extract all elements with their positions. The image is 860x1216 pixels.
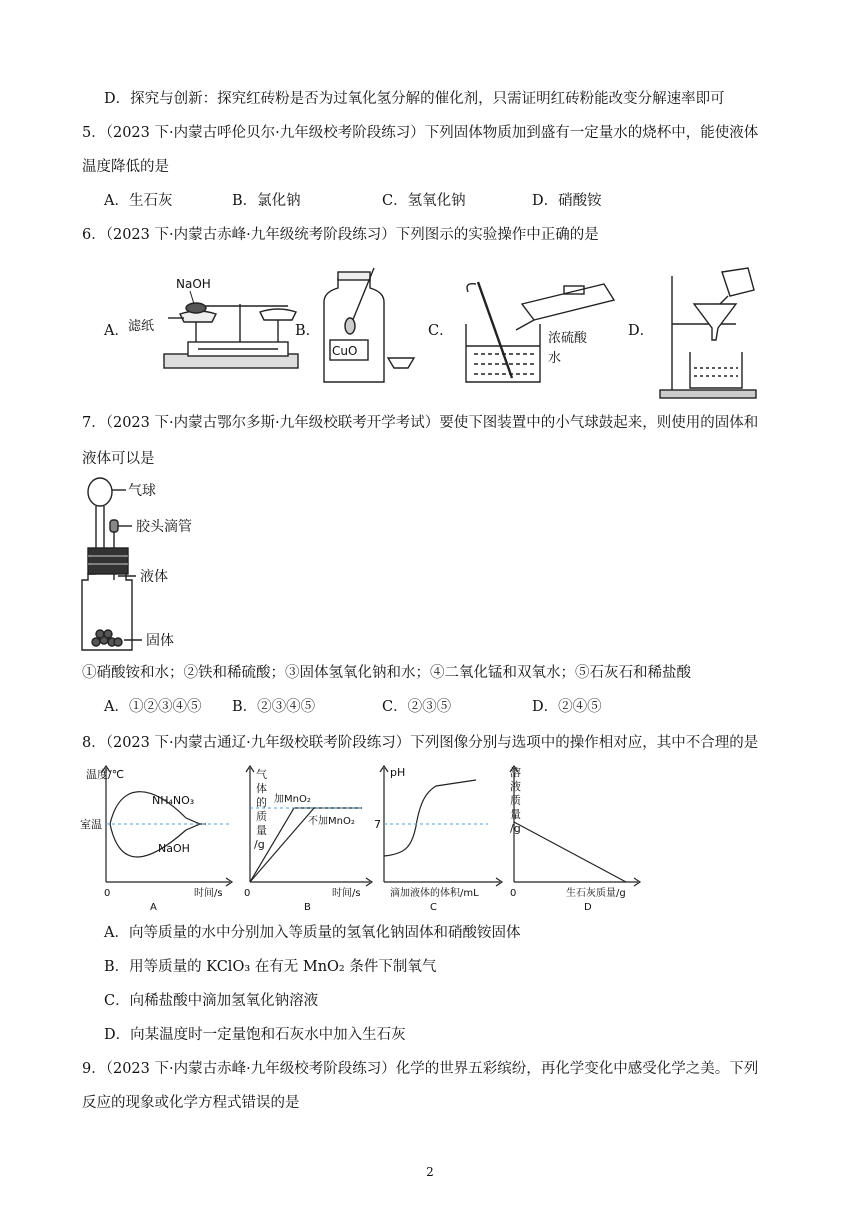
graph-d-origin: 0 [510, 888, 517, 899]
graph-b-caption: B [304, 902, 311, 913]
graph-d-ylabel-char: 质 [510, 794, 521, 807]
graph-b-ylabel-char: 量 [256, 824, 267, 837]
liquid-label: 液体 [140, 569, 168, 585]
q5-stem-line2: 温度降低的是 [82, 159, 169, 175]
graph-b-ylabel-char: 的 [256, 796, 267, 809]
page-number: 2 [426, 1165, 434, 1179]
filtration-figure [650, 262, 760, 402]
balance-figure [128, 268, 308, 380]
q6-stem: 6．（2023 下·内蒙古赤峰·九年级统考阶段练习）下列图示的实验操作中正确的是 [82, 227, 599, 243]
water-label: 水 [548, 351, 562, 366]
graph-c-seven: 7 [374, 818, 381, 831]
graph-a-origin: 0 [104, 888, 111, 899]
q7-option-c: C．②③⑤ [382, 699, 452, 715]
graph-a-ylabel: 温度/℃ [86, 768, 125, 781]
q8-option-c: C．向稀盐酸中滴加氢氧化钠溶液 [104, 993, 319, 1009]
graph-b-without-mno2: 不加MnO₂ [308, 816, 355, 827]
graph-c-xlabel: 滴加液体的体积/mL [390, 888, 479, 899]
graph-a-caption: A [150, 902, 157, 913]
graph-b-ylabel-char: /g [254, 838, 265, 851]
q5-option-c: C．氢氧化钠 [382, 193, 466, 209]
q7-option-a: A．①②③④⑤ [104, 699, 202, 715]
q7-stem-line1: 7．（2023 下·内蒙古鄂尔多斯·九年级校联考开学考试）要使下图装置中的小气球鼓起来，则使用的固体和 [82, 415, 759, 431]
q4-option-d: D．探究与创新：探究红砖粉是否为过氧化氢分解的催化剂，只需证明红砖粉能改变分解速率即可 [104, 91, 725, 107]
q9-stem-line1: 9．（2023 下·内蒙古赤峰·九年级校考阶段练习）化学的世界五彩缤纷，再化学变化中感受化学之美。下列 [82, 1061, 759, 1077]
graph-d-ylabel-char: 溶 [510, 766, 521, 779]
acid-label: 浓硫酸 [548, 331, 588, 346]
cuo-bottle-figure [318, 262, 428, 386]
q5-option-b: B．氯化钠 [232, 193, 301, 209]
q8-option-a: A．向等质量的水中分别加入等质量的氢氧化钠固体和硝酸铵固体 [104, 925, 521, 941]
graph-b-ylabel-char: 体 [256, 782, 267, 795]
balloon-apparatus-figure [78, 476, 238, 656]
graph-d-ylabel [510, 765, 521, 835]
q7-choices: ①硝酸铵和水；②铁和稀硫酸；③固体氢氧化钠和水；④二氧化锰和双氧水；⑤石灰石和稀盐酸 [82, 665, 691, 681]
graph-a-naoh: NaOH [158, 842, 190, 855]
graph-b-xlabel: 时间/s [332, 888, 361, 899]
balloon-label: 气球 [128, 483, 156, 499]
q6-letter-a: A． [104, 323, 129, 339]
graph-d [508, 762, 648, 914]
q8-option-d: D．向某温度时一定量饱和石灰水中加入生石灰 [104, 1027, 406, 1043]
graph-a-xlabel: 时间/s [194, 888, 223, 899]
graph-c [376, 762, 506, 914]
q8-option-b: B．用等质量的 KClO₃ 在有无 MnO₂ 条件下制氧气 [104, 959, 437, 975]
graph-b [240, 762, 375, 914]
graph-b-origin: 0 [244, 888, 251, 899]
graph-d-ylabel-char: 量 [510, 808, 521, 821]
q5-option-a: A．生石灰 [104, 193, 173, 209]
graph-b-with-mno2: 加MnO₂ [274, 794, 311, 805]
q6-letter-c: C． [428, 323, 454, 339]
dropper-label: 胶头滴管 [136, 519, 192, 535]
q8-stem: 8．（2023 下·内蒙古通辽·九年级校联考阶段练习）下列图像分别与选项中的操作相对应，其中不合理的是 [82, 735, 759, 751]
q5-stem-line1: 5．（2023 下·内蒙古呼伦贝尔·九年级校考阶段练习）下列固体物质加到盛有一定量水的烧杯中，能使液体 [82, 125, 759, 141]
graph-b-ylabel [254, 767, 267, 851]
graph-d-ylabel-char: 液 [510, 780, 521, 793]
graph-a-nh4no3: NH₄NO₃ [152, 794, 195, 807]
dilution-figure [454, 264, 630, 388]
graph-a [80, 762, 240, 914]
q6-letter-b: B． [295, 323, 321, 339]
naoh-label: NaOH [176, 277, 211, 291]
cuo-label: CuO [332, 344, 358, 358]
graph-b-ylabel-char: 气 [256, 768, 267, 781]
graph-d-ylabel-char: /g [510, 822, 521, 835]
filter-paper-label: 滤纸 [128, 319, 155, 334]
graph-b-ylabel-char: 质 [256, 810, 267, 823]
graph-d-xlabel: 生石灰质量/g [566, 888, 626, 899]
q9-stem-line2: 反应的现象或化学方程式错误的是 [82, 1095, 300, 1111]
q7-stem-line2: 液体可以是 [82, 451, 155, 467]
graph-c-caption: C [430, 902, 437, 913]
graph-c-ylabel: pH [390, 766, 406, 779]
solid-label: 固体 [146, 633, 174, 649]
q7-option-d: D．②④⑤ [532, 699, 602, 715]
graph-a-room-temp: 室温 [80, 818, 102, 831]
q7-option-b: B．②③④⑤ [232, 699, 316, 715]
q5-option-d: D．硝酸铵 [532, 193, 602, 209]
graph-d-caption: D [584, 902, 592, 913]
q6-letter-d: D． [628, 323, 655, 339]
